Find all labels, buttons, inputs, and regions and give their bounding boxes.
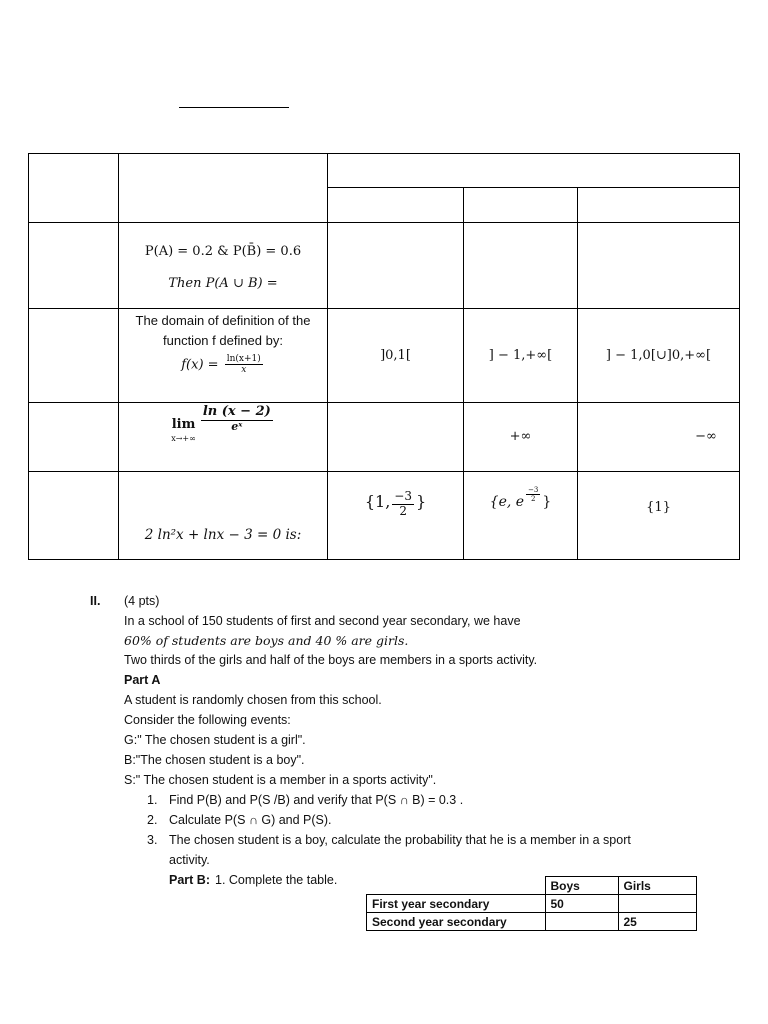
header-num-cell	[28, 153, 119, 223]
row5-a-close: }	[415, 492, 427, 511]
table-corner	[367, 877, 546, 895]
part-a-heading: Part A	[124, 673, 161, 687]
row3-answer-c-cell: ] − 1,0[∪]0,+∞[	[577, 308, 740, 403]
table-row	[367, 895, 697, 913]
intro-line-3: Two thirds of the girls and half of the boys are members in a sports activity.	[124, 653, 538, 667]
row5-answer-c-cell: {1}	[577, 471, 740, 560]
header-answer-a-cell	[327, 187, 464, 223]
row3-fx-num: ln(x+1)	[226, 354, 261, 364]
row2-given: P(A) = 0.2 & P(B̄) = 0.6	[144, 244, 302, 259]
row2-answer-b-cell	[463, 222, 578, 309]
row5-answer-a-cell	[327, 471, 464, 560]
table-header-girls: Girls	[618, 877, 696, 895]
row3-answer-b-cell: ] − 1,+∞[	[463, 308, 578, 403]
intro-line-2: 60% of students are boys and 40 % are girls.	[124, 633, 409, 648]
row3-fx-prefix: f(x) =	[181, 357, 219, 373]
row3-question-line1: The domain of definition of the	[135, 313, 311, 328]
row4-answer-c-cell: −∞	[577, 402, 740, 472]
row4-lim-num: ln (x − 2)	[202, 404, 271, 419]
item-3-number: 3.	[147, 833, 158, 847]
row5-b-exp-den: 2	[530, 495, 536, 504]
item-3-continuation: activity.	[169, 853, 210, 867]
row5-b-open: {e, e	[489, 494, 525, 510]
row4-limit	[171, 405, 275, 443]
row2-answer-c-cell	[577, 222, 740, 309]
row4-limit-fraction	[201, 405, 273, 434]
item-2-number: 2.	[147, 813, 158, 827]
section-number: II.	[90, 594, 101, 608]
row5-a-den: 2	[399, 503, 407, 518]
row3-question-line2: function f defined by:	[163, 332, 283, 348]
table-header-boys: Boys	[545, 877, 618, 895]
students-table	[366, 876, 697, 931]
row3-answer-a-cell: ]0,1[	[327, 308, 464, 403]
table-header-row	[367, 877, 697, 895]
row3-num-cell	[28, 308, 119, 403]
table-cell: 50	[545, 895, 618, 913]
row5-num-cell	[28, 471, 119, 560]
row5-b-exp-num: −3	[528, 486, 539, 494]
row5-answer-b-cell	[463, 471, 578, 560]
row5-question-cell: 2 ln²x + lnx − 3 = 0 is:	[118, 471, 328, 560]
row4-lim-den: eˣ	[231, 419, 243, 433]
row3-function	[181, 354, 265, 376]
table-row-label: First year secondary	[367, 895, 546, 913]
header-question-cell	[118, 153, 328, 223]
table-cell	[618, 895, 696, 913]
header-answer-b-cell	[463, 187, 578, 223]
table-row-label: Second year secondary	[367, 913, 546, 931]
part-b-heading: Part B:	[169, 873, 210, 887]
row4-lim-word: lim	[171, 417, 196, 432]
item-3-text: The chosen student is a boy, calculate the probability that he is a member in a sport	[169, 833, 631, 847]
event-s: S:" The chosen student is a member in a sports activity".	[124, 773, 437, 787]
row2-question-cell	[118, 222, 328, 309]
item-1-text: Find P(B) and P(S /B) and verify that P(S ∩ B) = 0.3 .	[169, 793, 464, 807]
item-1-number: 1.	[147, 793, 158, 807]
item-2-text: Calculate P(S ∩ G) and P(S).	[169, 813, 332, 827]
part-a-line-2: Consider the following events:	[124, 713, 291, 727]
part-b-text: 1. Complete the table.	[215, 873, 338, 887]
part-a-line-1: A student is randomly chosen from this school.	[124, 693, 382, 707]
table-row	[367, 913, 697, 931]
event-b: B:"The chosen student is a boy".	[124, 753, 305, 767]
event-g: G:" The chosen student is a girl".	[124, 733, 306, 747]
row4-answer-b-cell: +∞	[463, 402, 578, 472]
row3-fx-den: x	[241, 365, 247, 376]
row4-lim-sub: x→+∞	[171, 433, 196, 443]
row3-fx-fraction	[225, 354, 263, 376]
row4-num-cell	[28, 402, 119, 472]
section-points: (4 pts)	[124, 594, 160, 608]
row4-answer-a-cell	[327, 402, 464, 472]
row2-then: Then P(A ∪ B) =	[168, 275, 278, 291]
row5-a-num: −3	[394, 489, 412, 503]
table-cell	[545, 913, 618, 931]
intro-line-1: In a school of 150 students of first and second year secondary, we have	[124, 614, 521, 628]
row5-b-exponent	[526, 486, 540, 503]
row5-a-open: {1,	[364, 492, 391, 511]
header-answers-cell	[327, 153, 740, 188]
row4-question-cell	[118, 402, 328, 472]
row2-num-cell	[28, 222, 119, 309]
row2-answer-a-cell	[327, 222, 464, 309]
table-cell: 25	[618, 913, 696, 931]
header-answer-c-cell	[577, 187, 740, 223]
row3-question-cell	[118, 308, 328, 403]
title-underline	[179, 107, 289, 108]
question-table	[28, 153, 740, 560]
row5-a-fraction	[392, 490, 414, 519]
row5-b-close: }	[542, 494, 552, 510]
